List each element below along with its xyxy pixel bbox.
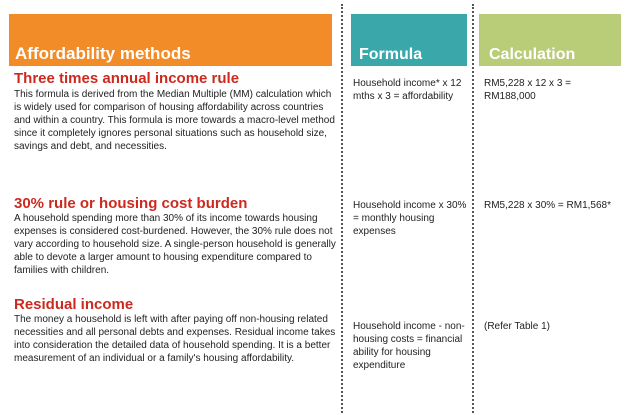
row-title-30-percent: 30% rule or housing cost burden — [14, 195, 248, 212]
column-divider-right — [472, 4, 474, 413]
row-calculation-30-percent: RM5,228 x 30% = RM1,568* — [484, 200, 612, 211]
column-divider-left — [341, 4, 343, 413]
row-description-three-times: This formula is derived from the Median Multiple (MM) calculation which is widely used for comparison of housing affordability across countries and within a country. This formula is more towards a macro-level method since it completely ignores personal situations such as household size, savings and debt, and necessities. — [14, 89, 335, 152]
calculation-header — [479, 14, 621, 66]
row-title-residual: Residual income — [14, 296, 134, 313]
calculation-header-label: Calculation — [489, 46, 576, 63]
row-formula-residual: Household income - non-housing costs = financial ability for housing expenditure — [353, 321, 465, 371]
row-description-30-percent: A household spending more than 30% of its income towards housing expenses is considered cost-burdened. However, the 30% rule does not vary according to household size. A single-person household is generally able to devote a larger amount to housing expenditure compared to families with children. — [14, 213, 336, 276]
formula-header — [351, 14, 467, 66]
row-description-residual: The money a household is left with after paying off non-housing related necessities and all personal debts and expenses. Residual income takes into consideration the detailed data of household spending. It is a better measurement of an individual or a family's housing affordability. — [14, 314, 336, 364]
row-title-three-times: Three times annual income rule — [14, 70, 240, 87]
row-calculation-three-times: RM5,228 x 12 x 3 = RM188,000 — [484, 78, 571, 102]
row-formula-three-times: Household income* x 12 mths x 3 = affordability — [353, 78, 462, 102]
row-calculation-residual: (Refer Table 1) — [484, 321, 550, 332]
methods-header — [9, 14, 332, 66]
formula-header-label: Formula — [359, 46, 423, 63]
row-formula-30-percent: Household income x 30% = monthly housing expenses — [353, 200, 467, 237]
methods-header-label: Affordability methods — [15, 44, 191, 63]
